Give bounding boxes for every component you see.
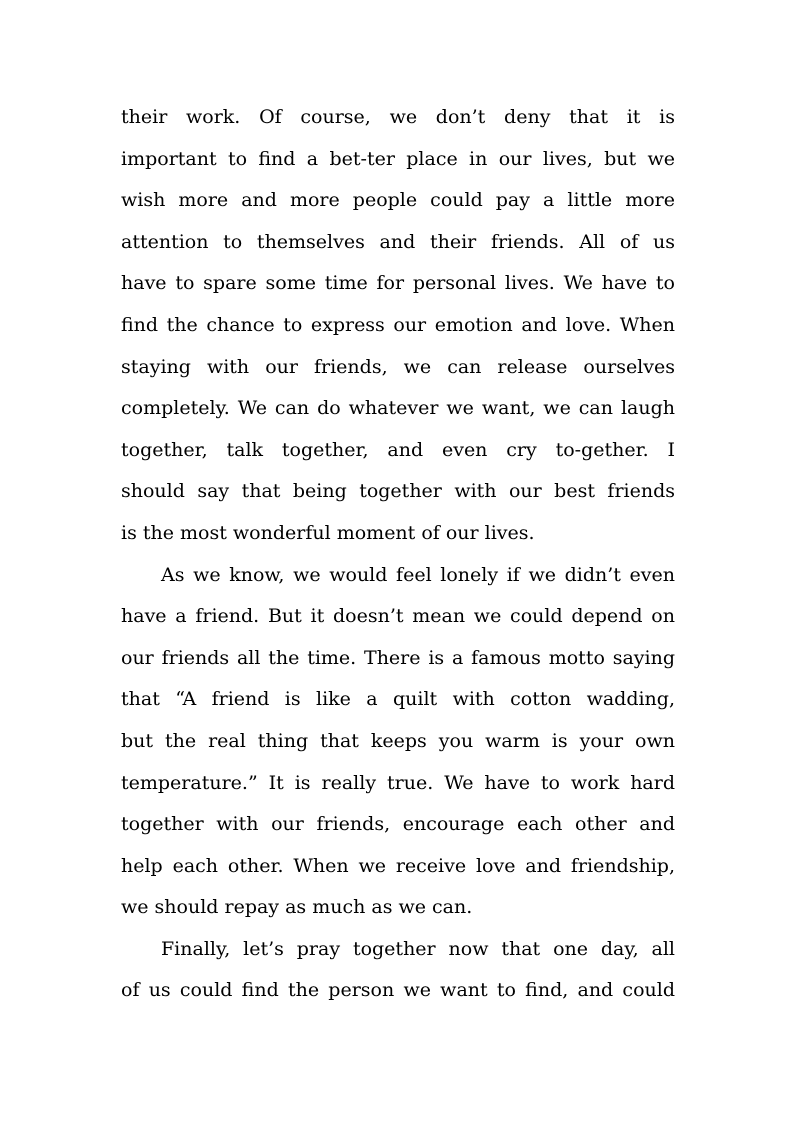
text-line: their work. Of course, we don’t deny that it is	[121, 106, 675, 128]
text-line: of us could find the person we want to find, and could	[121, 979, 675, 1002]
text-line: have a friend. But it doesn’t mean we could depend on	[121, 605, 675, 628]
text-line: together, talk together, and even cry to-gether. I	[121, 438, 675, 461]
paragraph-1	[121, 97, 675, 555]
text-line: important to find a bet-ter place in our lives, but we	[121, 147, 675, 170]
text-line: our friends all the time. There is a famous motto saying	[121, 646, 675, 669]
text-line: Finally, let’s pray together now that one day, all	[161, 937, 675, 960]
text-line: As we know, we would feel lonely if we didn’t even	[161, 563, 675, 586]
body-text	[121, 97, 675, 1012]
text-line: completely. We can do whatever we want, we can laugh	[121, 397, 675, 420]
text-line: wish more and more people could pay a little more	[121, 189, 675, 212]
text-line: we should repay as much as we can.	[121, 896, 473, 919]
text-line: that “A friend is like a quilt with cotton wadding,	[121, 688, 675, 711]
text-line: staying with our friends, we can release ourselves	[121, 355, 675, 378]
text-line: but the real thing that keeps you warm is your own	[121, 729, 675, 752]
text-line: help each other. When we receive love and friendship,	[121, 854, 675, 877]
text-line: temperature.” It is really true. We have to work hard	[121, 771, 675, 794]
text-line: have to spare some time for personal lives. We have to	[121, 272, 675, 295]
text-line: should say that being together with our best friends	[121, 480, 675, 503]
text-line: is the most wonderful moment of our lives.	[121, 521, 535, 544]
paragraph-3	[121, 929, 675, 1012]
text-line: together with our friends, encourage each other and	[121, 813, 675, 836]
text-line: find the chance to express our emotion and love. When	[121, 313, 675, 336]
text-line: attention to themselves and their friends. All of us	[121, 230, 675, 253]
paragraph-2	[121, 555, 675, 929]
